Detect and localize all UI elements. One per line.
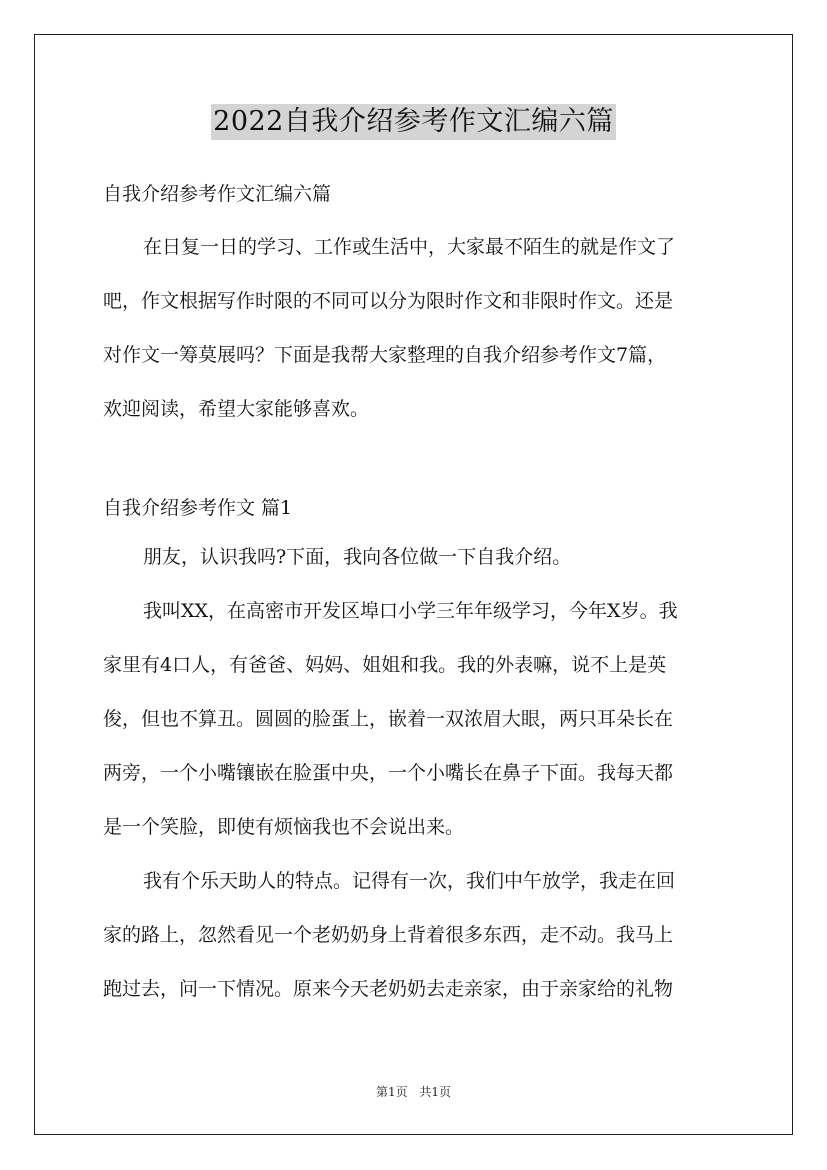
document-subtitle: 自我介绍参考作文汇编六篇 — [103, 183, 332, 205]
section-1-heading: 自我介绍参考作文 篇1 — [103, 497, 293, 519]
section-1-paragraph-2-line: 我叫XX，在高密市开发区埠口小学三年年级学习，今年X岁。我 — [143, 600, 678, 622]
intro-line: 在日复一日的学习、工作或生活中，大家最不陌生的就是作文了 — [143, 236, 676, 258]
section-1-paragraph-2-line: 两旁，一个小嘴镶嵌在脸蛋中央，一个小嘴长在鼻子下面。我每天都 — [103, 762, 674, 784]
section-1-paragraph-2-line: 是一个笑脸，即使有烦恼我也不会说出来。 — [103, 816, 465, 838]
section-1-body — [103, 530, 729, 1016]
section-1-paragraph-3-line: 我有个乐天助人的特点。记得有一次，我们中午放学，我走在回 — [143, 870, 676, 892]
intro-paragraph — [103, 220, 729, 436]
section-1-paragraph-2-line: 家里有4口人，有爸爸、妈妈、姐姐和我。我的外表嘛，说不上是英 — [103, 654, 667, 676]
document-title: 2022自我介绍参考作文汇编六篇 — [211, 104, 616, 140]
section-1-paragraph-3-line: 家的路上，忽然看见一个老奶奶身上背着很多东西，走不动。我马上 — [103, 924, 674, 946]
page-number: 第1页 — [375, 1085, 408, 1099]
title-container — [0, 104, 827, 140]
page-total: 共1页 — [419, 1085, 452, 1099]
document-body — [103, 176, 729, 1016]
intro-line: 对作文一筹莫展吗？下面是我帮大家整理的自我介绍参考作文7篇， — [103, 344, 667, 366]
section-1-paragraph-2-line: 俊，但也不算丑。圆圆的脸蛋上，嵌着一双浓眉大眼，两只耳朵长在 — [103, 708, 674, 730]
intro-line: 欢迎阅读，希望大家能够喜欢。 — [103, 398, 370, 420]
section-1-paragraph-1: 朋友，认识我吗?下面，我向各位做一下自我介绍。 — [143, 546, 572, 568]
page-footer — [0, 1083, 827, 1100]
section-1-paragraph-3-line: 跑过去，问一下情况。原来今天老奶奶去走亲家，由于亲家给的礼物 — [103, 978, 674, 1000]
intro-line: 吧，作文根据写作时限的不同可以分为限时作文和非限时作文。还是 — [103, 290, 674, 312]
